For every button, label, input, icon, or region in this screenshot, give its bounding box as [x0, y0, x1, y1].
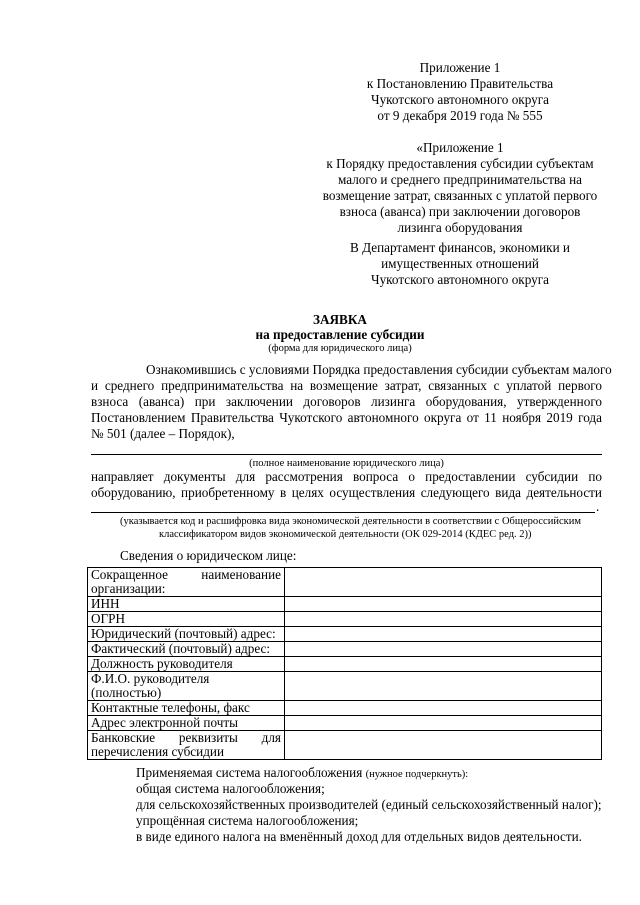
table-row: [88, 701, 602, 716]
document-subtitle: на предоставление субсидии: [255, 327, 425, 342]
directs-line: оборудованию, приобретенному в целях осуществления следующего вида деятельности: [91, 485, 602, 500]
addressee: [320, 240, 600, 288]
appendix-line: от 9 декабря 2019 года № 555: [377, 108, 543, 123]
intro-last-line: № 501 (далее – Порядок),: [91, 426, 235, 441]
addressee-line: Чукотского автономного округа: [371, 272, 549, 287]
appendix-line: к Постановлению Правительства: [366, 76, 554, 91]
label-line: перечисления субсидии: [91, 744, 225, 759]
table-row: [88, 568, 602, 597]
label-line: Сокращенное наименование: [91, 567, 281, 582]
org-name-hint: (полное наименование юридического лица): [249, 458, 444, 469]
tax-option[interactable]: в виде единого налога на вменённый доход для отдельных видов деятельности.: [136, 829, 582, 844]
row-label: Контактные телефоны, факс: [88, 701, 285, 716]
row-label: Адрес электронной почты: [88, 716, 285, 731]
label-line: организации:: [91, 581, 166, 596]
document-title: ЗАЯВКА: [313, 312, 367, 327]
tax-heading-note: (нужное подчеркнуть):: [365, 769, 469, 780]
row-label: Ф.И.О. руководителя (полностью): [88, 672, 285, 701]
addressee-line: имущественных отношений: [381, 256, 539, 271]
row-label: Юридический (почтовый) адрес:: [88, 627, 285, 642]
activity-blank-line: [91, 512, 595, 513]
activity-hint: классификатором видов экономической деятельности (ОК 029-2014 (КДЕС ред. 2)): [159, 529, 532, 540]
intro-line: и среднего предпринимательства на возмещение затрат, связанных с уплатой первого: [91, 378, 602, 393]
appendix-inner-line: к Порядку предоставления субсидии субъектам: [326, 156, 594, 171]
activity-hint: (указывается код и расшифровка вида экономической деятельности в соответствии с Общероссийским: [120, 516, 581, 527]
appendix-inner-line: лизинга оборудования: [397, 220, 523, 235]
ogrn-value[interactable]: [285, 612, 602, 627]
tax-option[interactable]: упрощённая система налогообложения;: [136, 813, 359, 828]
row-label: Должность руководителя: [88, 657, 285, 672]
appendix-inner-line: малого и среднего предпринимательства на: [337, 172, 582, 187]
label-line: Банковские реквизиты для: [91, 730, 281, 745]
tax-option[interactable]: для сельскохозяйственных производителей (единый сельскохозяйственный налог);: [136, 797, 602, 812]
table-row: [88, 612, 602, 627]
actual-address-value[interactable]: [285, 642, 602, 657]
row-label: Фактический (почтовый) адрес:: [88, 642, 285, 657]
phones-value[interactable]: [285, 701, 602, 716]
tax-heading-text: Применяемая система налогообложения: [136, 765, 363, 780]
email-value[interactable]: [285, 716, 602, 731]
table-row: [88, 672, 602, 701]
row-label: [88, 731, 285, 760]
legal-address-value[interactable]: [285, 627, 602, 642]
table-row: [88, 716, 602, 731]
appendix-line: Чукотского автономного округа: [371, 92, 549, 107]
inn-value[interactable]: [285, 597, 602, 612]
table-row: [88, 642, 602, 657]
appendix-inner-line: возмещение затрат, связанных с уплатой первого: [322, 188, 598, 203]
appendix-inner-line: «Приложение 1: [416, 140, 504, 155]
appendix-inner-line: взноса (аванса) при заключении договоров: [339, 204, 581, 219]
director-name-value[interactable]: [285, 672, 602, 701]
intro-line: взноса (аванса) при заключении договоров лизинга оборудования, утвержденного: [91, 394, 602, 409]
table-row: [88, 731, 602, 760]
appendix-header: [320, 60, 600, 124]
tax-heading: [136, 765, 468, 781]
org-shortname-value[interactable]: [285, 568, 602, 597]
table-row: [88, 627, 602, 642]
appendix-line: Приложение 1: [419, 60, 501, 75]
info-heading: Сведения о юридическом лице:: [120, 548, 297, 563]
form-type-note: (форма для юридического лица): [268, 343, 412, 354]
org-name-blank-line: [91, 454, 602, 455]
directs-line: направляет документы для рассмотрения вопроса о предоставлении субсидии по: [91, 469, 602, 484]
row-label: ОГРН: [88, 612, 285, 627]
director-position-value[interactable]: [285, 657, 602, 672]
addressee-line: В Департамент финансов, экономики и: [350, 240, 570, 255]
tax-option[interactable]: общая система налогообложения;: [136, 781, 325, 796]
activity-period: .: [596, 499, 600, 514]
table-row: [88, 597, 602, 612]
intro-line: Постановлением Правительства Чукотского автономного округа от 11 ноября 2019 года: [91, 410, 602, 425]
appendix-inner: [320, 140, 600, 236]
bank-details-value[interactable]: [285, 731, 602, 760]
table-row: [88, 657, 602, 672]
row-label: [88, 568, 285, 597]
intro-line: Ознакомившись с условиями Порядка предоставления субсидии субъектам малого: [146, 362, 612, 377]
org-info-table: [87, 567, 602, 760]
row-label: ИНН: [88, 597, 285, 612]
